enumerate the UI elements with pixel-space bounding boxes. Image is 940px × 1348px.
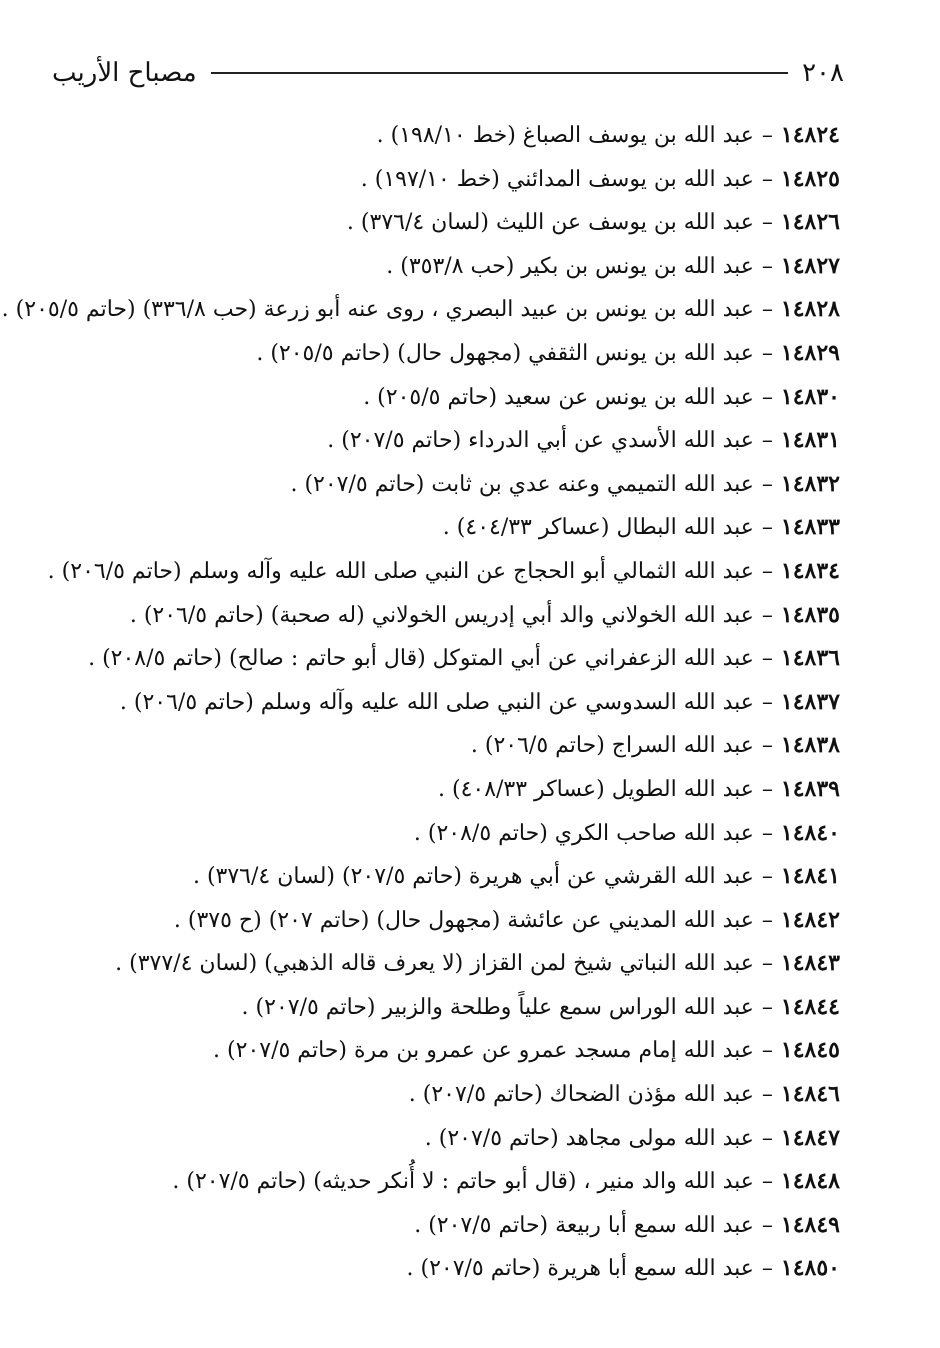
entry-text: عبد الله بن يوسف الصباغ (خط ١٩٨/١٠) . [376,123,754,148]
entry-dash: – [761,340,773,366]
list-item [40,506,840,550]
list-item [40,1204,840,1248]
entry-number: ١٤٨٢٦ [780,209,840,236]
entry-number: ١٤٨٣٣ [780,514,840,541]
list-item [40,855,840,899]
entry-dash: – [761,907,773,933]
entry-text: عبد الله صاحب الكري (حاتم ٢٠٨/٥) . [413,820,754,846]
entry-text: عبد الله النباتي شيخ لمن القزاز (لا يعرف قاله الذهبي) (لسان ٣٧٧/٤) . [115,951,754,977]
list-item [40,245,840,289]
entry-dash: – [761,820,773,846]
entry-text: عبد الله التميمي وعنه عدي بن ثابت (حاتم ٢٠٧/٥) . [290,471,754,497]
list-item [40,724,840,768]
entry-text: عبد الله مولى مجاهد (حاتم ٢٠٧/٥) . [424,1125,754,1151]
entry-dash: – [761,297,773,323]
entry-number: ١٤٨٢٩ [780,339,840,366]
entry-number: ١٤٨٤٧ [780,1124,840,1151]
entry-number: ١٤٨٤٤ [780,993,840,1020]
entry-dash: – [761,602,773,628]
entry-dash: – [761,994,773,1020]
entry-dash: – [761,1212,773,1238]
list-item [1,288,840,332]
entry-number: ١٤٨٥٠ [780,1255,840,1282]
entry-number: ١٤٨٢٨ [780,296,840,323]
entry-number: ١٤٨٤٠ [780,819,840,846]
entry-text: عبد الله القرشي عن أبي هريرة (حاتم ٢٠٧/٥) (لسان ٣٧٦/٤) . [192,864,754,890]
list-item [40,201,840,245]
entry-number: ١٤٨٣٨ [780,732,840,759]
entry-number: ١٤٨٣٧ [780,688,840,715]
entry-number: ١٤٨٤٩ [780,1211,840,1238]
entry-number: ١٤٨٤٨ [780,1168,840,1195]
list-item [40,1117,840,1161]
entry-dash: – [761,733,773,759]
list-item [40,899,840,943]
entry-number: ١٤٨٤٢ [780,906,840,933]
entry-text: عبد الله السراج (حاتم ٢٠٦/٥) . [470,733,754,759]
entry-text: عبد الله الزعفراني عن أبي المتوكل (قال أبو حاتم : صالح) (حاتم ٢٠٨/٥) . [88,646,754,672]
entry-number: ١٤٨٢٥ [780,165,840,192]
list-item [40,550,840,594]
entry-dash: – [761,1256,773,1282]
entry-dash: – [761,166,773,192]
entry-dash: – [761,951,773,977]
list-item [40,114,840,158]
entry-dash: – [761,384,773,410]
entry-dash: – [761,776,773,802]
entry-dash: – [761,646,773,672]
entry-text: عبد الله بن يونس الثقفي (مجهول حال) (حاتم ٢٠٥/٥) . [256,340,754,366]
entry-list [1,114,840,1291]
entry-text: عبد الله الثمالي أبو الحجاج عن النبي صلى الله عليه وآله وسلم (حاتم ٢٠٦/٥) . [47,558,754,584]
entry-number: ١٤٨٣٦ [780,645,840,672]
list-item [40,812,840,856]
entry-number: ١٤٨٤١ [780,863,840,890]
entry-text: عبد الله مؤذن الضحاك (حاتم ٢٠٧/٥) . [408,1082,754,1108]
entry-number: ١٤٨٤٥ [780,1037,840,1064]
entry-text: عبد الله المديني عن عائشة (مجهول حال) (حاتم ٢٠٧) (ح ٣٧٥) . [173,907,754,933]
entry-number: ١٤٨٣٩ [780,775,840,802]
entry-text: عبد الله الوراس سمع علياً وطلحة والزبير (حاتم ٢٠٧/٥) . [241,994,754,1020]
entry-dash: – [761,558,773,584]
entry-text: عبد الله الطويل (عساكر ٤٠٨/٣٣) . [437,776,754,802]
entry-text: عبد الله سمع أبا ربيعة (حاتم ٢٠٧/٥) . [414,1212,754,1238]
list-item [40,986,840,1030]
entry-text: عبد الله البطال (عساكر ٤٠٤/٣٣) . [442,515,754,541]
entry-number: ١٤٨٣٤ [780,557,840,584]
entry-dash: – [761,1125,773,1151]
entry-number: ١٤٨٤٣ [780,950,840,977]
entry-dash: – [761,689,773,715]
entry-number: ١٤٨٣٥ [780,601,840,628]
entry-number: ١٤٨٣٠ [780,383,840,410]
entry-text: عبد الله السدوسي عن النبي صلى الله عليه وآله وسلم (حاتم ٢٠٦/٥) . [119,689,754,715]
header-rule [211,72,788,74]
entry-number: ١٤٨٣٢ [780,470,840,497]
entry-text: عبد الله الأسدي عن أبي الدرداء (حاتم ٢٠٧/٥) . [327,428,754,454]
list-item [40,158,840,202]
entry-number: ١٤٨٢٤ [780,122,840,148]
entry-dash: – [761,864,773,890]
entry-text: عبد الله إمام مسجد عمرو عن عمرو بن مرة (حاتم ٢٠٧/٥) . [213,1038,754,1064]
list-item [40,681,840,725]
entry-text: عبد الله سمع أبا هريرة (حاتم ٢٠٧/٥) . [406,1256,754,1282]
list-item [40,768,840,812]
list-item [40,1160,840,1204]
list-item [40,463,840,507]
list-item [40,594,840,638]
list-item [40,419,840,463]
entry-dash: – [761,428,773,454]
list-item [40,332,840,376]
list-item [40,637,840,681]
list-item [40,1073,840,1117]
entry-dash: – [761,210,773,236]
entry-dash: – [761,471,773,497]
entry-number: ١٤٨٢٧ [780,252,840,279]
page-header [52,50,844,96]
entry-text: عبد الله والد منير ، (قال أبو حاتم : لا أُنكر حديثه) (حاتم ٢٠٧/٥) . [172,1169,754,1195]
entry-dash: – [761,1082,773,1108]
entry-text: عبد الله بن يوسف عن الليث (لسان ٣٧٦/٤) . [346,210,754,236]
entry-number: ١٤٨٣١ [780,427,840,454]
list-item [40,376,840,420]
entry-dash: – [761,1038,773,1064]
entry-number: ١٤٨٤٦ [780,1081,840,1108]
entry-text: عبد الله بن يونس عن سعيد (حاتم ٢٠٥/٥) . [363,384,754,410]
entry-dash: – [761,253,773,279]
page-number: ٢٠٨ [802,58,844,88]
running-title: مصباح الأريب [52,58,197,88]
entry-text: عبد الله بن يونس بن بكير (حب ٣٥٣/٨) . [386,253,754,279]
entry-text: عبد الله بن يونس بن عبيد البصري ، روى عنه أبو زرعة (حب ٣٣٦/٨) (حاتم ٢٠٥/٥) . [1,297,754,323]
list-item [40,1247,840,1291]
list-item [40,942,840,986]
entry-text: عبد الله بن يوسف المدائني (خط ١٩٧/١٠) . [360,166,754,192]
entry-dash: – [761,123,773,148]
entry-dash: – [761,515,773,541]
entry-dash: – [761,1169,773,1195]
entry-text: عبد الله الخولاني والد أبي إدريس الخولاني (له صحبة) (حاتم ٢٠٦/٥) . [129,602,754,628]
list-item [40,1029,840,1073]
